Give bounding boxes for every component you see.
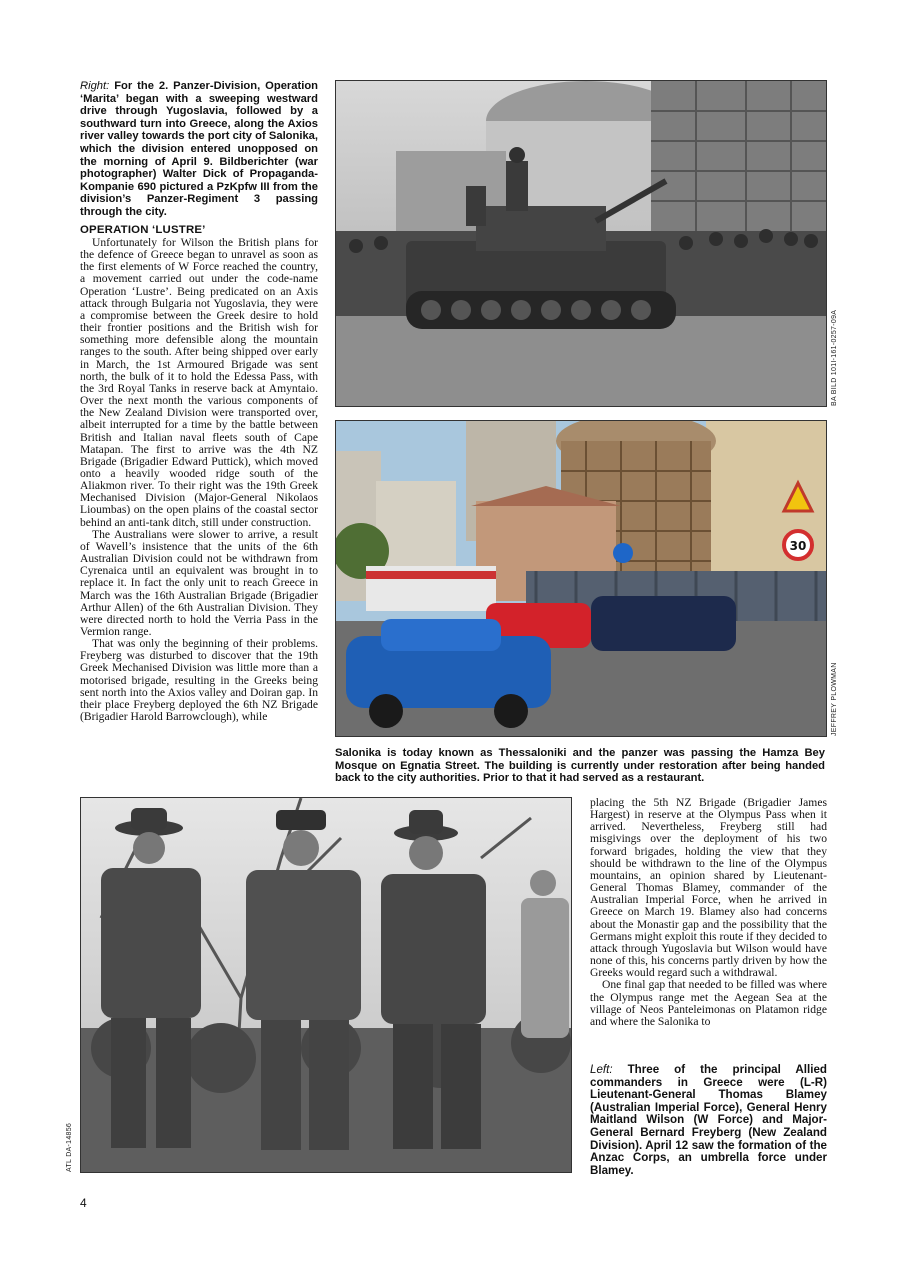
modern-street-photo — [335, 420, 827, 737]
caption-text: Three of the principal Allied commanders in Greece were (L-R) Lieutenant-General Thomas Blamey (Australian Imperial Force), General Henry Maitland Wilson (W Force) and Major-General Bernard Freyberg (New Zealand Division). April 12 saw the formation of the Anzac Corps, an umbrella force under Blamey. — [590, 1063, 827, 1177]
top-photo-caption — [80, 80, 318, 219]
page-number: 4 — [80, 1196, 87, 1210]
caption-text: For the 2. Panzer-Division, Operation ‘Marita’ began with a sweeping westward drive through Yugoslavia, followed by a southward turn into Greece, along the Axios river valley towards the port city of Salonika, which the division entered unopposed on the morning of April 9. Bildberichter (war photographer) Walter Dick of Propaganda-Kompanie 690 pictured a PzKpfw III from the division’s Panzer-Regiment 3 passing through the city. — [80, 80, 318, 218]
body-paragraph: The Australians were slower to arrive, a result of Wavell’s insistence that the units of the 6th Australian Division could not be withdrawn from Cyrenaica until an equivalent was brought in to replace it. In fact the only unit to reach Greece in March was the 16th Australian Brigade (Brigadier Arthur Allen) of the 6th Australian Division. They were directed north to hold the Verria Pass in the Vermion range. — [80, 527, 318, 638]
section-heading: OPERATION ‘LUSTRE’ — [80, 224, 206, 236]
modern-street-photo-art — [336, 421, 826, 736]
commanders-photo — [80, 797, 572, 1173]
photo3-credit: ATL DA-14856 — [66, 1122, 73, 1172]
middle-photo-caption: Salonika is today known as Thessaloniki and the panzer was passing the Hamza Bey Mosque on Egnatia Street. The building is currently under restoration after being handed back to the city authorities. Prior to that it had served as a restaurant. — [335, 747, 825, 785]
caption-lead-left: Left: — [590, 1063, 613, 1076]
photo1-credit: BA BILD 101I-161-0257-09A — [831, 309, 838, 406]
archive-tank-photo — [335, 80, 827, 407]
body-paragraph: That was only the beginning of their problems. Freyberg was disturbed to discover that the 19th Greek Mechanised Division was little more than a motorised brigade, resulting in the Greeks being sent north into the Axios valley and Doiran gap. In their place Freyberg deployed the 6th NZ Brigade (Brigadier Harold Barrowclough), while — [80, 637, 318, 724]
caption-lead-right: Right: — [80, 80, 110, 92]
body-column-right — [590, 797, 827, 1028]
body-paragraph: Unfortunately for Wilson the British plans for the defence of Greece began to unravel as soon as the first elements of W Force reached the country, a movement carried out under the code-name Operation ‘Lustre’. Being predicated on an Axis attack through Bulgaria not Yugoslavia, they were a compromise between the Greek desire to hold their frontier positions and the British wish for something more defensible along the mountain ranges to the south. After being shipped over early in March, the 1st Armoured Brigade was sent north, the bulk of it to hold the Edessa Pass, with the 3rd Royal Tanks in reserve back at Amyntaio. Over the next month the various components of the New Zealand Division were transported over, albeit interrupted for a time by the battle between British and Italian naval fleets south of Cape Matapan. The first to arrive was the 4th NZ Brigade (Brigadier Edward Puttick), which moved onto a heavily wooded ridge south of the Aliakmon river. To their right was the 19th Greek Mechanised Division (Major-General Nikolaos Lioumbas) on the open plains of the coastal sector behind an anti-tank ditch, still under construction. — [80, 236, 318, 529]
bottom-photo-caption — [590, 1064, 827, 1177]
body-paragraph: placing the 5th NZ Brigade (Brigadier James Hargest) in reserve at the Olympus Pass when it arrived. Nevertheless, Freyberg still had misgivings over the deployment of his two forward brigades, holding the view that they should be withdrawn to the line of the Olympus mountains, an opinion shared by Lieutenant-General Thomas Blamey, commander of the Australian Imperial Force, when he arrived in Greece on March 19. Blamey also had concerns about the Monastir gap and the possibility that the Germans might exploit this route if they decided to attack through Yugoslavia but Wilson would have none of this, his concerns partly driven by how the Greeks would regard such a withdrawal. — [590, 796, 827, 980]
body-paragraph: One final gap that needed to be filled was where the Olympus range met the Aegean Sea at the village of Neos Panteleimonas on Platamon ridge and where the Salonika to — [590, 978, 827, 1028]
archive-tank-photo-art — [336, 81, 826, 406]
body-column-left — [80, 237, 318, 723]
commanders-photo-art — [81, 798, 571, 1172]
photo2-credit: JEFFREY PLOWMAN — [831, 662, 838, 736]
speed-limit-sign-text: 30 — [789, 539, 807, 553]
